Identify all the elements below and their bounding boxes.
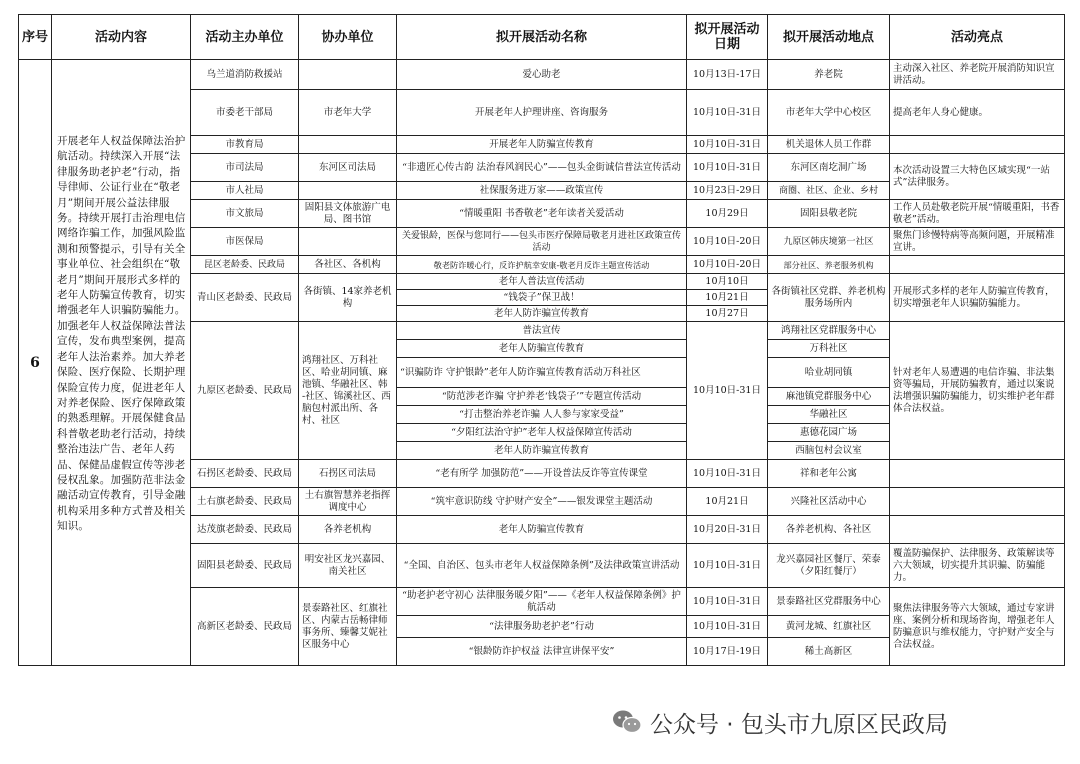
content-cell: 开展老年人权益保障法治护航活动。持续深入开展“法律服务助老护老”行动，指导律师、公证行业在“敬老月”期间开展公益法律服务。持续开展打击治理电信网络诈骗工作，加强风险监测和预警提示，引导有关全事业单位、社会组织在“敬老月”期间开展形式多样的老年人防骗宣传教育，切实增强老年人识骗防骗能力。加强老年人权益保障法普法宣传，发布典型案例，提高老年人法治素养。加大养老保险、医疗保险、长期护理保险宣传力度，促进老年人对养老保险、医疗保障政策的熟悉理解。开展保健食品科普敬老助老行活动，持续整治违法广告、老年人药品、保健品虚假宣传等涉老侵权乱象。加强防范非法金融活动宣传教育，引导金融机构采用多种方式普及相关知识。: [52, 60, 191, 666]
name-cell: “钱袋子”保卫战！: [397, 290, 687, 306]
host-cell: 市教育局: [191, 136, 299, 154]
place-cell: 商圈、社区、企业、乡村: [768, 182, 890, 200]
co-cell: 各社区、各机构: [299, 256, 397, 274]
name-cell: 老年人防诈骗宣传教育: [397, 442, 687, 460]
highlight-cell: 覆盖防骗保护、法律服务、政策解读等六大领域，切实提升其识骗、防骗能力。: [890, 544, 1065, 588]
name-cell: 开展老年人防骗宣传教育: [397, 136, 687, 154]
co-cell: 东河区司法局: [299, 154, 397, 182]
date-cell: 10月10日-31日: [687, 136, 768, 154]
highlight-cell: 本次活动设置三大特色区域实现“一站式”法律服务。: [890, 154, 1065, 200]
place-cell: 景泰路社区党群服务中心: [768, 588, 890, 616]
co-cell: [299, 182, 397, 200]
date-cell: 10月10日-31日: [687, 460, 768, 488]
name-cell: 老年人普法宣传活动: [397, 274, 687, 290]
date-cell: 10月13日-17日: [687, 60, 768, 90]
host-cell: 青山区老龄委、民政局: [191, 274, 299, 322]
place-cell: 祥和老年公寓: [768, 460, 890, 488]
name-cell: 关爱银龄，医保与您同行——包头市医疗保障局敬老月进社区政策宣传活动: [397, 228, 687, 256]
date-cell: 10月10日-20日: [687, 256, 768, 274]
highlight-cell: 工作人员赴敬老院开展“情暖重阳，书香敬老”活动。: [890, 200, 1065, 228]
date-cell: 10月23日-29日: [687, 182, 768, 200]
date-cell: 10月29日: [687, 200, 768, 228]
co-cell: 景泰路社区、红旗社区、内蒙古岳畅律师事务所、臻馨艾妮社区服务中心: [299, 588, 397, 666]
co-cell: 鸿翔社区、万科社区、哈业胡同镇、麻池镇、华融社区、韩 -社区、锦溪社区、西脑包村派出所、各村、社区: [299, 322, 397, 460]
date-cell: 10月10日-31日: [687, 154, 768, 182]
co-cell: 土右旗智慧养老指挥调度中心: [299, 488, 397, 516]
host-cell: 市委老干部局: [191, 90, 299, 136]
place-cell: 鸿翔社区党群服务中心: [768, 322, 890, 340]
place-cell: 龙兴嘉园社区餐厅、荣泰（夕阳红餐厅）: [768, 544, 890, 588]
place-cell: 惠德花园广场: [768, 424, 890, 442]
place-cell: 部分社区、养老服务机构: [768, 256, 890, 274]
highlight-cell: [890, 256, 1065, 274]
host-cell: 高新区老龄委、民政局: [191, 588, 299, 666]
date-cell: 10月10日-20日: [687, 228, 768, 256]
co-cell: 固阳县文体旅游广电局、图书馆: [299, 200, 397, 228]
host-cell: 市医保局: [191, 228, 299, 256]
host-cell: 乌兰道消防救援站: [191, 60, 299, 90]
place-cell: 养老院: [768, 60, 890, 90]
name-cell: 敬老防诈暖心行，反诈护航幸安康-敬老月反诈主题宣传活动: [397, 256, 687, 274]
place-cell: 西脑包村会议室: [768, 442, 890, 460]
co-cell: [299, 136, 397, 154]
watermark: [612, 705, 948, 739]
place-cell: 万科社区: [768, 340, 890, 358]
header-seq: 序号: [19, 15, 52, 60]
highlight-cell: 聚焦法律服务等六大领域，通过专家讲座、案例分析和现场咨询，增强老年人防骗意识与维权能力，守护财产安全与合法权益。: [890, 588, 1065, 666]
name-cell: “防范涉老诈骗 守护养老‘钱袋子’”专题宣传活动: [397, 388, 687, 406]
highlight-cell: 开展形式多样的老年人防骗宣传教育，切实增强老年人识骗防骗能力。: [890, 274, 1065, 322]
seq-cell: 6: [19, 60, 52, 666]
host-cell: 市文旅局: [191, 200, 299, 228]
date-cell: 10月10日-31日: [687, 544, 768, 588]
highlight-cell: [890, 516, 1065, 544]
place-cell: 各街镇社区党群、养老机构服务场所内: [768, 274, 890, 322]
table-row: [19, 60, 1065, 90]
host-cell: 九原区老龄委、民政局: [191, 322, 299, 460]
name-cell: 老年人防骗宣传教育: [397, 340, 687, 358]
date-cell: 10月27日: [687, 306, 768, 322]
name-cell: “情暖重阳 书香敬老”老年读者关爱活动: [397, 200, 687, 228]
highlight-cell: [890, 488, 1065, 516]
highlight-cell: 针对老年人易遭遇的电信诈骗、非法集资等骗局，开展防骗教育，通过以案说法增强识骗防骗能力，切实维护老年群体合法权益。: [890, 322, 1065, 460]
date-cell: 10月10日: [687, 274, 768, 290]
co-cell: 明安社区龙兴嘉园、南关社区: [299, 544, 397, 588]
host-cell: 达茂旗老龄委、民政局: [191, 516, 299, 544]
co-cell: 各养老机构: [299, 516, 397, 544]
host-cell: 昆区老龄委、民政局: [191, 256, 299, 274]
highlight-cell: 聚焦门诊慢特病等高频问题，开展精准宣讲。: [890, 228, 1065, 256]
header-host: 活动主办单位: [191, 15, 299, 60]
co-cell: 各街镇、14家养老机构: [299, 274, 397, 322]
place-cell: 东河区南圪洞广场: [768, 154, 890, 182]
co-cell: 市老年大学: [299, 90, 397, 136]
header-co-organizer: 协办单位: [299, 15, 397, 60]
name-cell: 爱心助老: [397, 60, 687, 90]
name-cell: “筑牢意识防线 守护财产安全”——银发课堂主题活动: [397, 488, 687, 516]
header-place: 拟开展活动地点: [768, 15, 890, 60]
date-cell: 10月10日-31日: [687, 90, 768, 136]
date-cell: 10月10日-31日: [687, 616, 768, 638]
highlight-cell: [890, 460, 1065, 488]
place-cell: 九原区韩庆境第一社区: [768, 228, 890, 256]
host-cell: 固阳县老龄委、民政局: [191, 544, 299, 588]
activity-schedule-table: [18, 14, 1065, 666]
place-cell: 稀土高新区: [768, 638, 890, 666]
co-cell: [299, 228, 397, 256]
highlight-cell: 提高老年人身心健康。: [890, 90, 1065, 136]
highlight-cell: [890, 136, 1065, 154]
host-cell: 市人社局: [191, 182, 299, 200]
place-cell: 华融社区: [768, 406, 890, 424]
date-cell: 10月10日-31日: [687, 588, 768, 616]
name-cell: “全国、自治区、包头市老年人权益保障条例”及法律政策宣讲活动: [397, 544, 687, 588]
name-cell: “老有所学 加强防范”——开设普法反诈等宣传课堂: [397, 460, 687, 488]
co-cell: 石拐区司法局: [299, 460, 397, 488]
date-cell: 10月17日-19日: [687, 638, 768, 666]
name-cell: “夕阳红法治守护”老年人权益保障宣传活动: [397, 424, 687, 442]
name-cell: “助老护老守初心 法律服务暖夕阳”——《老年人权益保障条例》护航活动: [397, 588, 687, 616]
host-cell: 土右旗老龄委、民政局: [191, 488, 299, 516]
name-cell: 老年人防诈骗宣传教育: [397, 306, 687, 322]
co-cell: [299, 60, 397, 90]
place-cell: 兴隆社区活动中心: [768, 488, 890, 516]
wechat-icon: [612, 709, 642, 735]
watermark-text: 公众号 · 包头市九原区民政局: [650, 711, 948, 738]
place-cell: 市老年大学中心校区: [768, 90, 890, 136]
place-cell: 哈业胡同镇: [768, 358, 890, 388]
date-cell: 10月21日: [687, 290, 768, 306]
table-header-row: [19, 15, 1065, 60]
header-activity-name: 拟开展活动名称: [397, 15, 687, 60]
name-cell: “打击整治养老诈骗 人人参与家家受益”: [397, 406, 687, 424]
date-cell: 10月10日-31日: [687, 322, 768, 460]
place-cell: 固阳县敬老院: [768, 200, 890, 228]
name-cell: 普法宣传: [397, 322, 687, 340]
header-date: 拟开展活动日期: [687, 15, 768, 60]
header-highlight: 活动亮点: [890, 15, 1065, 60]
host-cell: 市司法局: [191, 154, 299, 182]
name-cell: “法律服务助老护老”行动: [397, 616, 687, 638]
highlight-cell: 主动深入社区、养老院开展消防知识宣讲活动。: [890, 60, 1065, 90]
date-cell: 10月21日: [687, 488, 768, 516]
name-cell: “非遗匠心传古韵 法治春风润民心”——包头金街诚信普法宣传活动: [397, 154, 687, 182]
place-cell: 黄河龙城、红旗社区: [768, 616, 890, 638]
header-content: 活动内容: [52, 15, 191, 60]
place-cell: 麻池镇党群服务中心: [768, 388, 890, 406]
host-cell: 石拐区老龄委、民政局: [191, 460, 299, 488]
name-cell: 社保服务进万家——政策宣传: [397, 182, 687, 200]
place-cell: 机关退休人员工作群: [768, 136, 890, 154]
date-cell: 10月20日-31日: [687, 516, 768, 544]
name-cell: “识骗防诈 守护银龄”老年人防诈骗宣传教育活动万科社区: [397, 358, 687, 388]
name-cell: “银龄防诈护权益 法律宣讲保平安”: [397, 638, 687, 666]
name-cell: 老年人防骗宣传教育: [397, 516, 687, 544]
name-cell: 开展老年人护理讲座、咨询服务: [397, 90, 687, 136]
place-cell: 各养老机构、各社区: [768, 516, 890, 544]
